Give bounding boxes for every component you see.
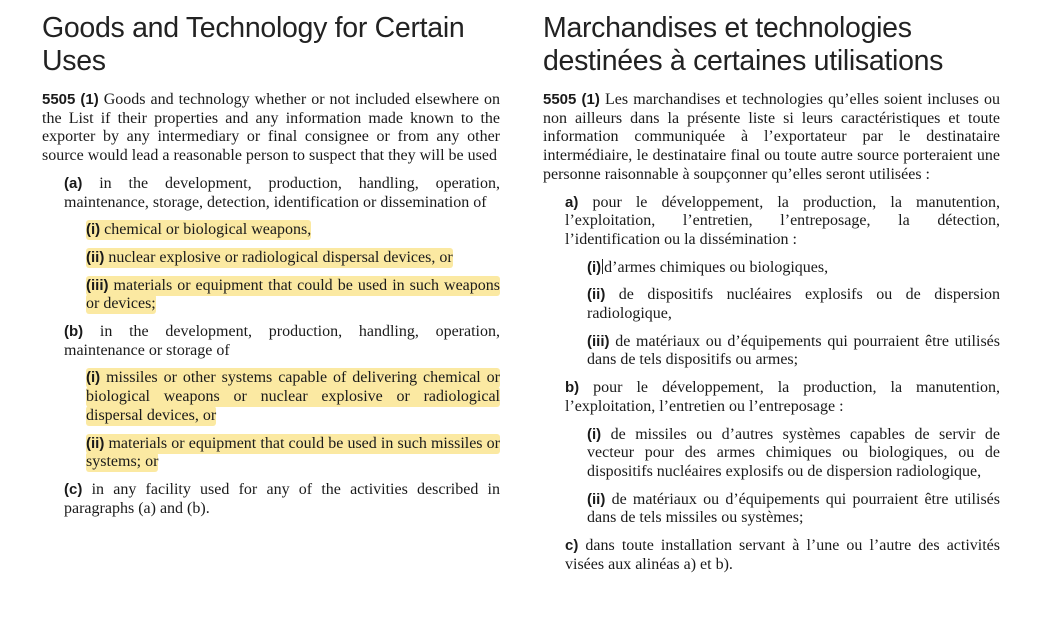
paragraph-mark: (c) bbox=[64, 480, 83, 498]
paragraph-mark: a) bbox=[565, 193, 579, 211]
english-section-5505 bbox=[42, 91, 500, 166]
subsection-mark: (1) bbox=[80, 91, 99, 108]
highlighted-text bbox=[86, 368, 500, 425]
subparagraph-mark: (i) bbox=[587, 425, 602, 443]
highlighted-text bbox=[86, 434, 500, 473]
paragraph-mark: (b) bbox=[64, 323, 84, 341]
section-intro: Les marchandises et technologies qu’elles soient incluses ou non ailleurs dans la présente liste si leurs caractéristiques et toute information communiquée à l’exportateur par le destinataire intermédiaire, le destinataire final ou toute autre source porteraient une personne raisonnable à soupçonner qu’elles seront utilisées : bbox=[543, 91, 1000, 183]
paragraph-mark: b) bbox=[565, 379, 580, 397]
paragraph-text: pour le développement, la production, la manutention, l’exploitation, l’entretien ou l’entreposage : bbox=[565, 379, 1001, 415]
english-paragraph-b bbox=[64, 323, 500, 360]
subparagraph-text: chemical or biological weapons, bbox=[104, 221, 312, 239]
section-intro: Goods and technology whether or not included elsewhere on the List if their properties and any information made known to the exporter by any intermediary or final consignee or from any other source would lead a reasonable person to suspect that they will be used bbox=[42, 91, 501, 165]
highlighted-text bbox=[86, 248, 453, 268]
english-subparagraph-b-i bbox=[86, 369, 500, 425]
subparagraph-text: de matériaux ou d’équipements qui pourraient être utilisés dans de tels dispositifs ou armes; bbox=[587, 332, 1000, 369]
english-subparagraph-a-iii bbox=[86, 277, 500, 314]
subsection-mark: (1) bbox=[581, 91, 600, 108]
english-paragraph-c bbox=[64, 481, 500, 518]
paragraph-text: in the development, production, handling, operation, maintenance or storage of bbox=[64, 323, 500, 359]
english-subparagraph-b-ii bbox=[86, 435, 500, 472]
french-subparagraph-b-ii bbox=[587, 491, 1000, 528]
subparagraph-text: d’armes chimiques ou biologiques, bbox=[604, 258, 829, 276]
subparagraph-text: materials or equipment that could be used in such weapons or devices; bbox=[86, 276, 501, 313]
paragraph-mark: c) bbox=[565, 537, 579, 555]
subparagraph-mark: (ii) bbox=[587, 490, 606, 508]
french-subparagraph-a-ii bbox=[587, 286, 1000, 323]
french-subparagraph-a-i bbox=[587, 259, 1000, 278]
highlighted-text bbox=[86, 220, 311, 240]
paragraph-text: dans toute installation servant à l’une ou l’autre des activités visées aux alinéas a) et b). bbox=[565, 537, 1001, 573]
subparagraph-mark: (i) bbox=[86, 221, 101, 239]
subparagraph-text: de missiles ou d’autres systèmes capables de servir de vecteur pour des armes chimiques ou biologiques, ou de dispositifs nucléaires explosifs ou de dispersion radiologique, bbox=[587, 425, 1001, 480]
french-paragraph-c bbox=[565, 537, 1000, 574]
french-paragraph-a bbox=[565, 194, 1000, 250]
subparagraph-text: missiles or other systems capable of delivering chemical or biological weapons or nuclear explosive or radiological dispersal devices, or bbox=[86, 369, 500, 424]
subparagraph-mark: (iii) bbox=[86, 276, 109, 294]
paragraph-mark: (a) bbox=[64, 174, 83, 192]
english-column bbox=[42, 12, 500, 527]
french-paragraph-b bbox=[565, 379, 1000, 416]
subparagraph-mark: (ii) bbox=[86, 248, 105, 266]
paragraph-text: in the development, production, handling, operation, maintenance, storage, detection, identification or dissemination of bbox=[64, 174, 501, 211]
subparagraph-text: materials or equipment that could be used in such missiles or systems; or bbox=[86, 434, 501, 471]
english-subparagraph-a-ii bbox=[86, 249, 500, 268]
section-number: 5505 bbox=[543, 91, 577, 108]
french-column bbox=[543, 12, 1000, 583]
subparagraph-text: nuclear explosive or radiological dispersal devices, or bbox=[108, 248, 453, 266]
english-paragraph-a bbox=[64, 175, 500, 212]
paragraph-text: pour le développement, la production, la manutention, l’exploitation, l’entretien, l’entreposage, la détection, l’identification ou la dissémination : bbox=[565, 193, 1001, 248]
subparagraph-mark: (ii) bbox=[587, 286, 606, 304]
french-subparagraph-b-i bbox=[587, 426, 1000, 482]
section-number: 5505 bbox=[42, 91, 76, 108]
highlighted-text bbox=[86, 276, 500, 315]
subparagraph-mark: (ii) bbox=[86, 434, 105, 452]
french-section-5505 bbox=[543, 91, 1000, 185]
french-subparagraph-a-iii bbox=[587, 333, 1000, 370]
subparagraph-text: de dispositifs nucléaires explosifs ou de dispersion radiologique, bbox=[587, 286, 1000, 323]
subparagraph-mark: (iii) bbox=[587, 332, 610, 350]
subparagraph-mark: (i) bbox=[587, 258, 602, 276]
subparagraph-text: de matériaux ou d’équipements qui pourraient être utilisés dans de tels missiles ou systèmes; bbox=[587, 490, 1001, 527]
english-title: Goods and Technology for Certain Uses bbox=[42, 12, 465, 77]
english-subparagraph-a-i bbox=[86, 221, 500, 240]
paragraph-text: in any facility used for any of the activities described in paragraphs (a) and (b). bbox=[64, 480, 501, 517]
subparagraph-mark: (i) bbox=[86, 369, 101, 387]
french-title: Marchandises et technologies destinées à certaines utilisations bbox=[543, 12, 944, 77]
